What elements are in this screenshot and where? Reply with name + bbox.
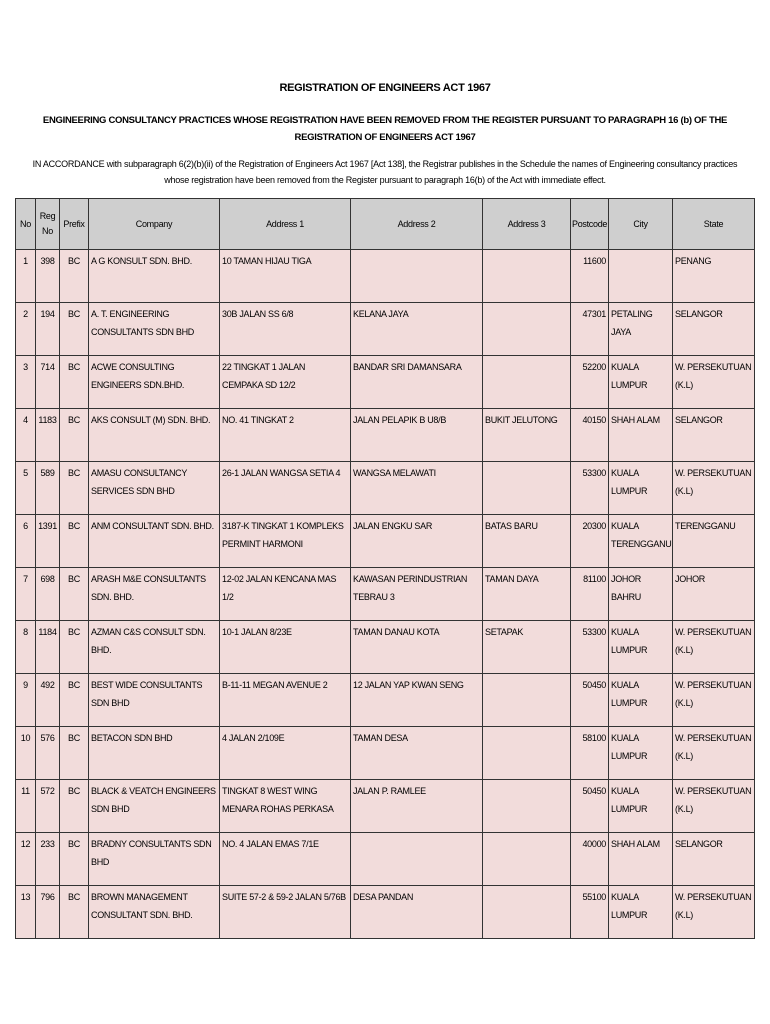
- cell-address-1: 26-1 JALAN WANGSA SETIA 4: [220, 462, 351, 515]
- cell-address-2: KELANA JAYA: [351, 303, 483, 356]
- header-postcode: Postcode: [571, 199, 609, 250]
- cell-postcode: 20300: [571, 515, 609, 568]
- cell-postcode: 53300: [571, 462, 609, 515]
- cell-prefix: BC: [60, 356, 89, 409]
- cell-address-1: 3187-K TINGKAT 1 KOMPLEKS PERMINT HARMONI: [220, 515, 351, 568]
- cell-address-1: NO. 4 JALAN EMAS 7/1E: [220, 833, 351, 886]
- cell-address-3: [483, 250, 571, 303]
- cell-reg-no: 194: [36, 303, 60, 356]
- cell-address-1: 12-02 JALAN KENCANA MAS 1/2: [220, 568, 351, 621]
- cell-state: SELANGOR: [673, 833, 755, 886]
- table-row: [16, 462, 755, 515]
- cell-address-2: DESA PANDAN: [351, 886, 483, 939]
- cell-no: 12: [16, 833, 36, 886]
- cell-prefix: BC: [60, 621, 89, 674]
- cell-state: TERENGGANU: [673, 515, 755, 568]
- cell-state: W. PERSEKUTUAN (K.L): [673, 621, 755, 674]
- cell-prefix: BC: [60, 568, 89, 621]
- table-row: [16, 356, 755, 409]
- cell-city: [609, 250, 673, 303]
- cell-reg-no: 1183: [36, 409, 60, 462]
- document-subtitle: ENGINEERING CONSULTANCY PRACTICES WHOSE REGISTRATION HAVE BEEN REMOVED FROM THE REGISTER PURSUANT TO PARAGRAPH 16 (b) OF THE REGISTRATION OF ENGINEERS ACT 1967: [42, 115, 728, 143]
- cell-no: 3: [16, 356, 36, 409]
- cell-address-3: BATAS BARU: [483, 515, 571, 568]
- table-row: [16, 568, 755, 621]
- cell-address-3: [483, 727, 571, 780]
- cell-prefix: BC: [60, 780, 89, 833]
- header-city: City: [609, 199, 673, 250]
- header-company: Company: [89, 199, 220, 250]
- cell-city: KUALA LUMPUR: [609, 621, 673, 674]
- cell-state: W. PERSEKUTUAN (K.L): [673, 727, 755, 780]
- cell-address-2: JALAN ENGKU SAR: [351, 515, 483, 568]
- cell-address-2: WANGSA MELAWATI: [351, 462, 483, 515]
- cell-company: A. T. ENGINEERING CONSULTANTS SDN BHD: [89, 303, 220, 356]
- cell-postcode: 40000: [571, 833, 609, 886]
- cell-postcode: 52200: [571, 356, 609, 409]
- table-row: [16, 515, 755, 568]
- cell-company: ARASH M&E CONSULTANTS SDN. BHD.: [89, 568, 220, 621]
- cell-postcode: 11600: [571, 250, 609, 303]
- cell-state: W. PERSEKUTUAN (K.L): [673, 462, 755, 515]
- cell-address-3: [483, 674, 571, 727]
- cell-address-3: [483, 303, 571, 356]
- cell-state: W. PERSEKUTUAN (K.L): [673, 356, 755, 409]
- header-prefix: Prefix: [60, 199, 89, 250]
- cell-prefix: BC: [60, 674, 89, 727]
- cell-reg-no: 576: [36, 727, 60, 780]
- cell-state: W. PERSEKUTUAN (K.L): [673, 886, 755, 939]
- table-row: [16, 250, 755, 303]
- cell-postcode: 58100: [571, 727, 609, 780]
- table-row: [16, 780, 755, 833]
- cell-address-3: [483, 356, 571, 409]
- cell-company: BETACON SDN BHD: [89, 727, 220, 780]
- cell-postcode: 50450: [571, 674, 609, 727]
- cell-address-1: 30B JALAN SS 6/8: [220, 303, 351, 356]
- cell-company: AMASU CONSULTANCY SERVICES SDN BHD: [89, 462, 220, 515]
- cell-reg-no: 492: [36, 674, 60, 727]
- cell-address-2: KAWASAN PERINDUSTRIAN TEBRAU 3: [351, 568, 483, 621]
- cell-address-1: TINGKAT 8 WEST WING MENARA ROHAS PERKASA: [220, 780, 351, 833]
- cell-address-3: [483, 462, 571, 515]
- cell-postcode: 81100: [571, 568, 609, 621]
- table-row: [16, 674, 755, 727]
- cell-company: BRADNY CONSULTANTS SDN BHD: [89, 833, 220, 886]
- cell-reg-no: 714: [36, 356, 60, 409]
- document-intro: IN ACCORDANCE with subparagraph 6(2)(b)(ii) of the Registration of Engineers Act 1967 [Act 138], the Registrar publishes in the Schedule the names of Engineering consultancy practices whose registration have been removed from the Register pursuant to paragraph 16(b) of the Act with immediate effect.: [32, 159, 738, 185]
- cell-state: W. PERSEKUTUAN (K.L): [673, 674, 755, 727]
- cell-city: KUALA LUMPUR: [609, 886, 673, 939]
- cell-reg-no: 572: [36, 780, 60, 833]
- table-row: [16, 621, 755, 674]
- cell-postcode: 55100: [571, 886, 609, 939]
- cell-address-3: [483, 833, 571, 886]
- cell-city: KUALA LUMPUR: [609, 780, 673, 833]
- cell-reg-no: 1184: [36, 621, 60, 674]
- cell-no: 6: [16, 515, 36, 568]
- table-body: [16, 250, 755, 939]
- cell-no: 5: [16, 462, 36, 515]
- cell-reg-no: 589: [36, 462, 60, 515]
- cell-no: 8: [16, 621, 36, 674]
- table-row: [16, 833, 755, 886]
- cell-prefix: BC: [60, 250, 89, 303]
- cell-address-3: TAMAN DAYA: [483, 568, 571, 621]
- cell-address-2: BANDAR SRI DAMANSARA: [351, 356, 483, 409]
- cell-postcode: 47301: [571, 303, 609, 356]
- cell-prefix: BC: [60, 303, 89, 356]
- cell-state: SELANGOR: [673, 303, 755, 356]
- cell-reg-no: 796: [36, 886, 60, 939]
- cell-prefix: BC: [60, 727, 89, 780]
- cell-address-3: SETAPAK: [483, 621, 571, 674]
- cell-city: KUALA LUMPUR: [609, 727, 673, 780]
- header-state: State: [673, 199, 755, 250]
- cell-company: AZMAN C&S CONSULT SDN. BHD.: [89, 621, 220, 674]
- table-row: [16, 409, 755, 462]
- cell-address-1: 10 TAMAN HIJAU TIGA: [220, 250, 351, 303]
- cell-reg-no: 233: [36, 833, 60, 886]
- cell-state: SELANGOR: [673, 409, 755, 462]
- cell-prefix: BC: [60, 409, 89, 462]
- header-reg-no: Reg No: [36, 199, 60, 250]
- cell-address-2: 12 JALAN YAP KWAN SENG: [351, 674, 483, 727]
- cell-no: 13: [16, 886, 36, 939]
- cell-address-1: 22 TINGKAT 1 JALAN CEMPAKA SD 12/2: [220, 356, 351, 409]
- cell-address-1: B-11-11 MEGAN AVENUE 2: [220, 674, 351, 727]
- cell-no: 9: [16, 674, 36, 727]
- header-address-2: Address 2: [351, 199, 483, 250]
- cell-postcode: 50450: [571, 780, 609, 833]
- cell-postcode: 40150: [571, 409, 609, 462]
- cell-address-1: 10-1 JALAN 8/23E: [220, 621, 351, 674]
- cell-city: JOHOR BAHRU: [609, 568, 673, 621]
- cell-city: KUALA LUMPUR: [609, 674, 673, 727]
- cell-address-1: SUITE 57-2 & 59-2 JALAN 5/76B: [220, 886, 351, 939]
- cell-company: BEST WIDE CONSULTANTS SDN BHD: [89, 674, 220, 727]
- cell-city: KUALA LUMPUR: [609, 462, 673, 515]
- cell-no: 11: [16, 780, 36, 833]
- cell-no: 10: [16, 727, 36, 780]
- cell-address-3: [483, 886, 571, 939]
- cell-address-3: [483, 780, 571, 833]
- cell-reg-no: 698: [36, 568, 60, 621]
- cell-city: KUALA LUMPUR: [609, 356, 673, 409]
- header-address-3: Address 3: [483, 199, 571, 250]
- cell-reg-no: 1391: [36, 515, 60, 568]
- table-row: [16, 727, 755, 780]
- cell-state: JOHOR: [673, 568, 755, 621]
- cell-company: A G KONSULT SDN. BHD.: [89, 250, 220, 303]
- cell-city: SHAH ALAM: [609, 833, 673, 886]
- cell-address-2: TAMAN DESA: [351, 727, 483, 780]
- cell-company: ACWE CONSULTING ENGINEERS SDN.BHD.: [89, 356, 220, 409]
- cell-state: PENANG: [673, 250, 755, 303]
- cell-no: 4: [16, 409, 36, 462]
- cell-no: 2: [16, 303, 36, 356]
- cell-prefix: BC: [60, 515, 89, 568]
- cell-no: 7: [16, 568, 36, 621]
- cell-address-2: [351, 833, 483, 886]
- cell-address-2: [351, 250, 483, 303]
- cell-city: KUALA TERENGGANU: [609, 515, 673, 568]
- cell-company: AKS CONSULT (M) SDN. BHD.: [89, 409, 220, 462]
- header-no: No: [16, 199, 36, 250]
- cell-prefix: BC: [60, 833, 89, 886]
- table-row: [16, 303, 755, 356]
- cell-address-1: NO. 41 TINGKAT 2: [220, 409, 351, 462]
- cell-address-1: 4 JALAN 2/109E: [220, 727, 351, 780]
- cell-no: 1: [16, 250, 36, 303]
- cell-postcode: 53300: [571, 621, 609, 674]
- cell-address-3: BUKIT JELUTONG: [483, 409, 571, 462]
- cell-prefix: BC: [60, 462, 89, 515]
- cell-company: BROWN MANAGEMENT CONSULTANT SDN. BHD.: [89, 886, 220, 939]
- cell-address-2: JALAN PELAPIK B U8/B: [351, 409, 483, 462]
- table-row: [16, 886, 755, 939]
- document-title: REGISTRATION OF ENGINEERS ACT 1967: [279, 82, 491, 94]
- cell-city: SHAH ALAM: [609, 409, 673, 462]
- cell-prefix: BC: [60, 886, 89, 939]
- cell-address-2: TAMAN DANAU KOTA: [351, 621, 483, 674]
- cell-company: ANM CONSULTANT SDN. BHD.: [89, 515, 220, 568]
- table-header-row: [16, 199, 755, 250]
- header-address-1: Address 1: [220, 199, 351, 250]
- cell-city: PETALING JAYA: [609, 303, 673, 356]
- cell-state: W. PERSEKUTUAN (K.L): [673, 780, 755, 833]
- register-table: [15, 198, 755, 939]
- cell-address-2: JALAN P. RAMLEE: [351, 780, 483, 833]
- cell-reg-no: 398: [36, 250, 60, 303]
- cell-company: BLACK & VEATCH ENGINEERS SDN BHD: [89, 780, 220, 833]
